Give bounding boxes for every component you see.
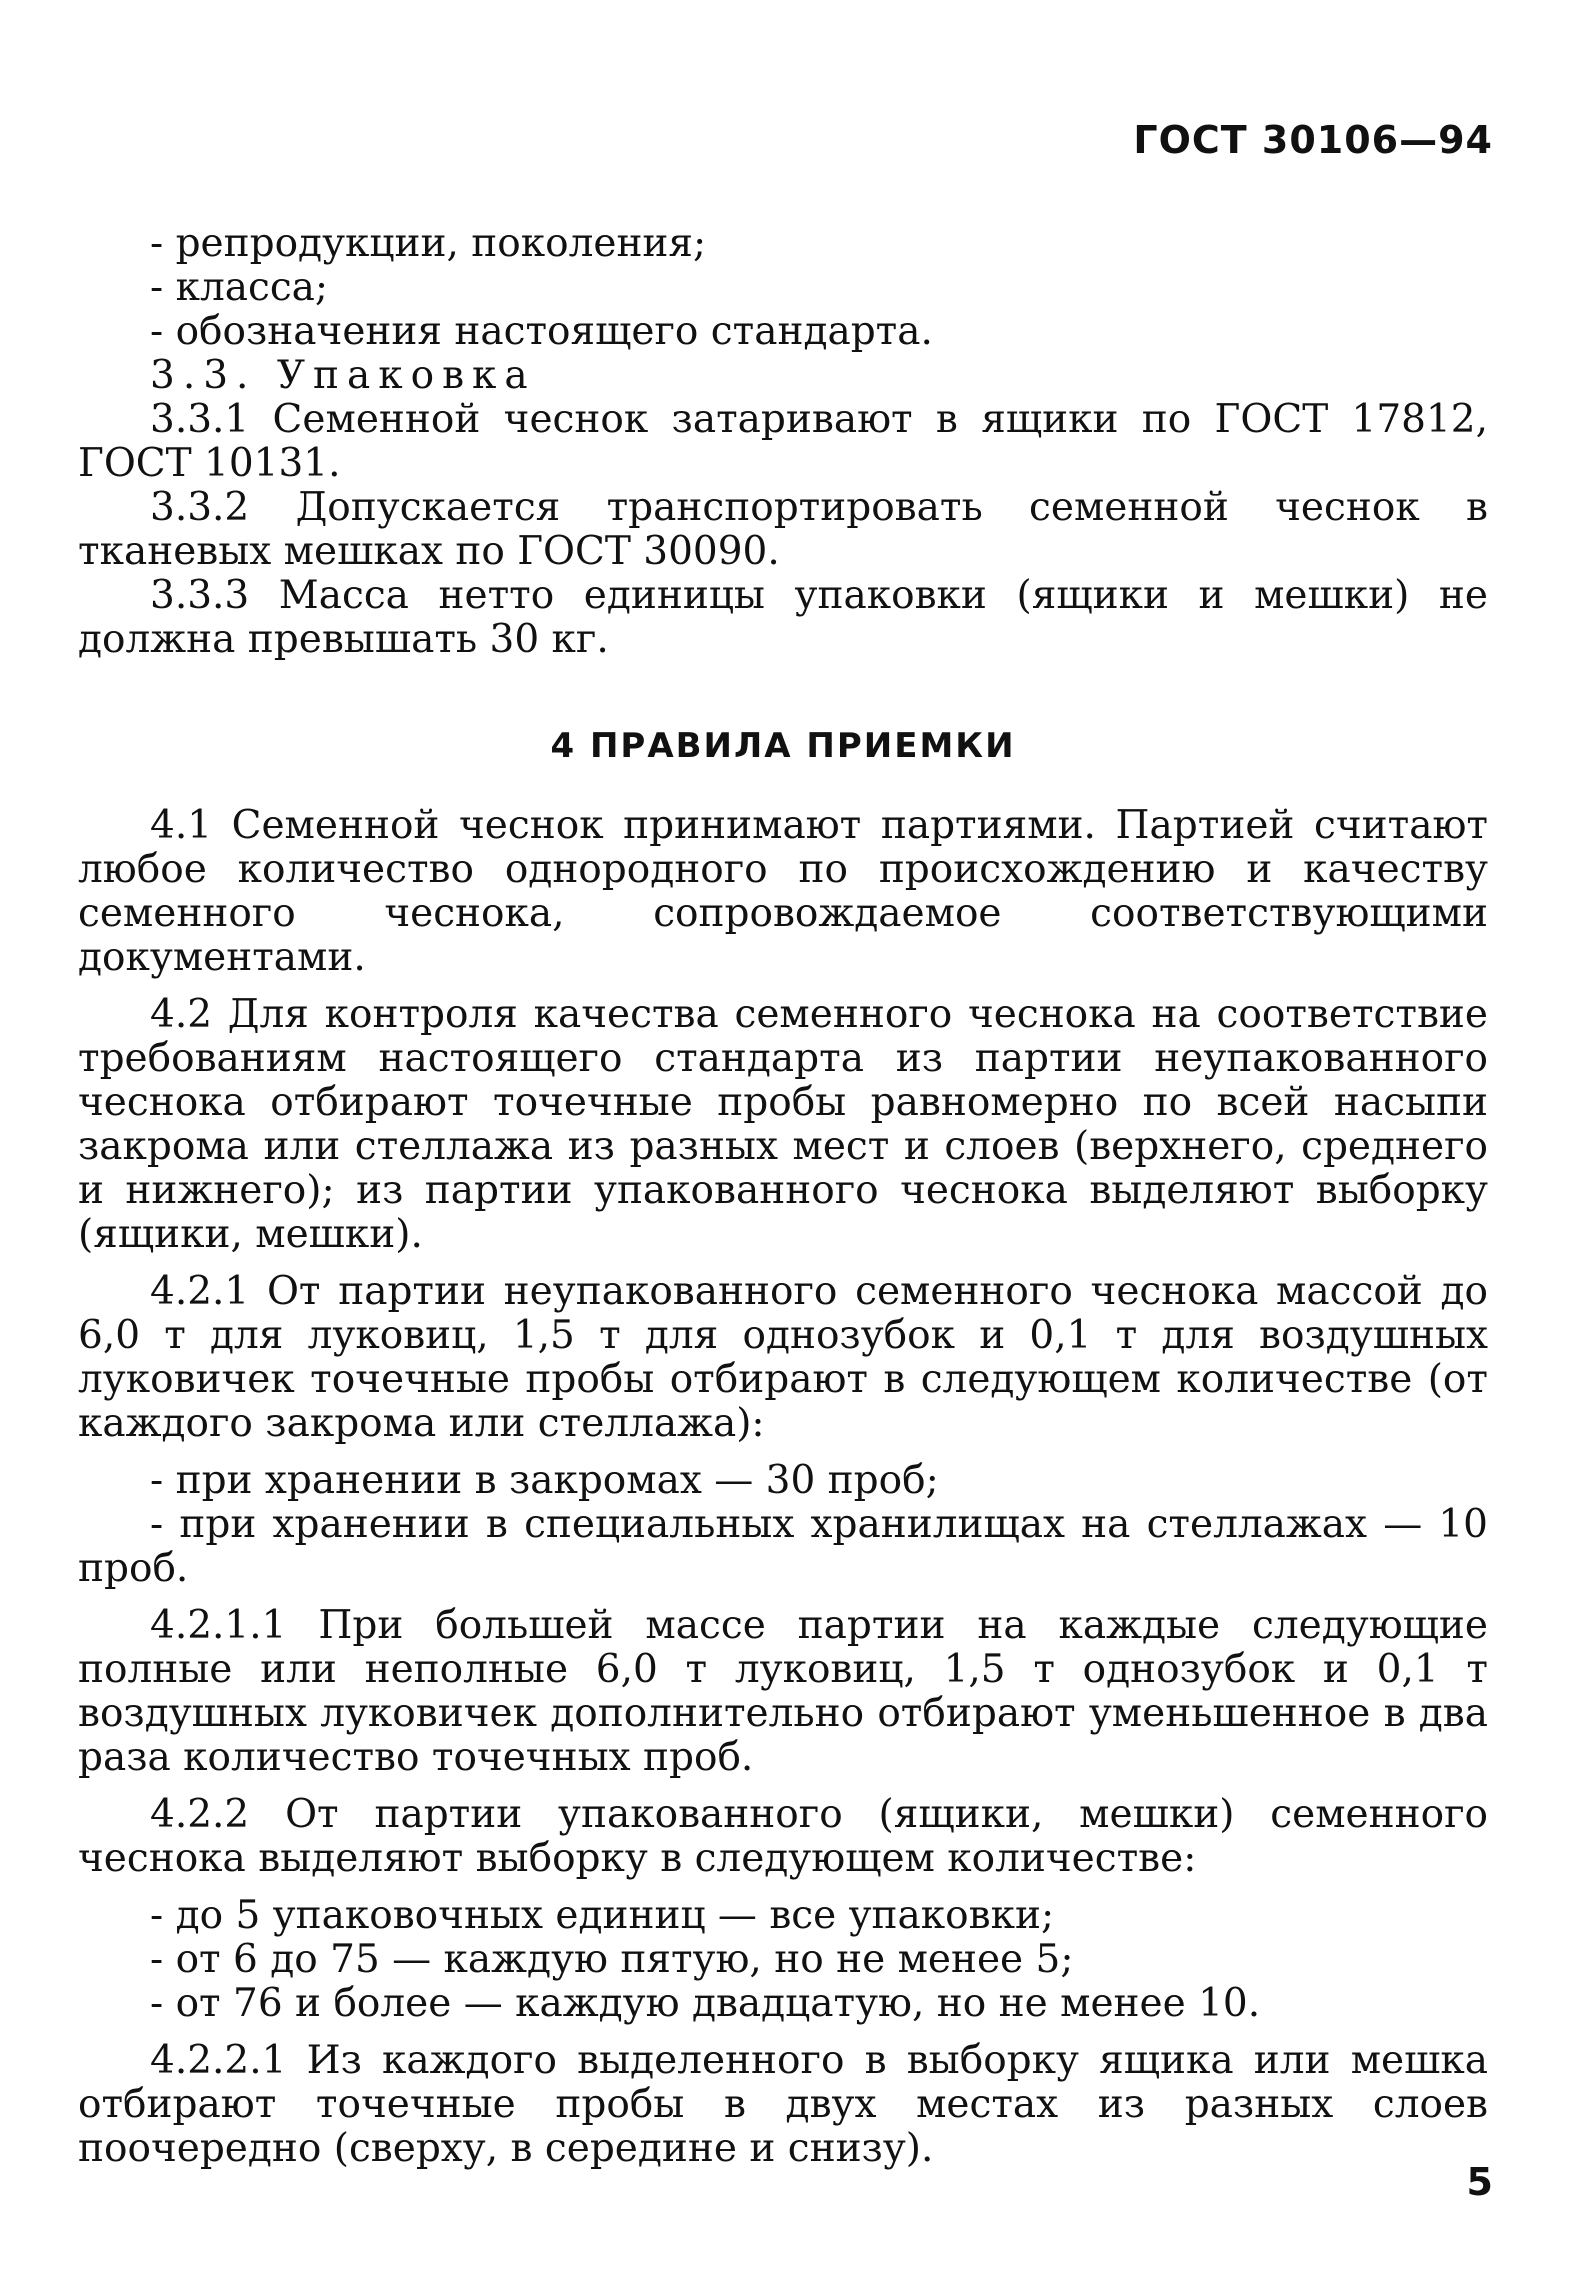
paragraph-4-2-2-1: 4.2.2.1 Из каждого выделенного в выборку ящика или мешка отбирают точечные пробы в двух местах из разных слоев поочередно (сверху, в середине и снизу). <box>78 2038 1488 2171</box>
subsection-heading-packaging: 3.3. Упаковка <box>150 353 536 398</box>
list-item: - репродукции, поколения; <box>150 221 707 266</box>
paragraph-4-2-2: 4.2.2 От партии упакованного (ящики, мешки) семенного чеснока выделяют выборку в следующем количестве: <box>78 1792 1488 1881</box>
paragraph-4-2-1-1: 4.2.1.1 При большей массе партии на каждые следующие полные или неполные 6,0 т луковиц, 1,5 т однозубок и 0,1 т воздушных луковичек дополнительно отбирают уменьшенное в два раза количество точечных проб. <box>78 1603 1488 1780</box>
list-item: - от 6 до 75 — каждую пятую, но не менее 5; <box>150 1937 1074 1982</box>
paragraph-4-2: 4.2 Для контроля качества семенного чеснока на соответствие требованиям настоящего стандарта из партии неупакованного чеснока отбирают точечные пробы равномерно по всей насыпи закрома или стеллажа из разных мест и слоев (верхнего, среднего и нижнего); из партии упакованного чеснока выделяют выборку (ящики, мешки). <box>78 992 1488 1257</box>
paragraph-3-3-3: 3.3.3 Масса нетто единицы упаковки (ящики и мешки) не должна превышать 30 кг. <box>78 573 1488 662</box>
list-item: - от 76 и более — каждую двадцатую, но не менее 10. <box>150 1981 1261 2026</box>
paragraph-4-2-1: 4.2.1 От партии неупакованного семенного чеснока массой до 6,0 т для луковиц, 1,5 т для однозубок и 0,1 т для воздушных луковичек точечные пробы отбирают в следующем количестве (от каждого закрома или стеллажа): <box>78 1269 1488 1446</box>
document-body <box>78 222 1488 2171</box>
page-number: 5 <box>1466 2160 1493 2204</box>
list-item: - при хранении в закромах — 30 проб; <box>150 1458 939 1503</box>
list-item: - до 5 упаковочных единиц — все упаковки; <box>150 1893 1055 1938</box>
standard-header: ГОСТ 30106—94 <box>1133 118 1493 162</box>
list-item: - при хранении в специальных хранилищах на стеллажах — 10 проб. <box>78 1502 1488 1591</box>
paragraph-3-3-2: 3.3.2 Допускается транспортировать семенной чеснок в тканевых мешках по ГОСТ 30090. <box>78 485 1488 574</box>
paragraph-3-3-1: 3.3.1 Семенной чеснок затаривают в ящики по ГОСТ 17812, ГОСТ 10131. <box>78 397 1488 486</box>
section-title: 4 ПРАВИЛА ПРИЕМКИ <box>550 726 1016 766</box>
list-item: - обозначения настоящего стандарта. <box>150 309 933 354</box>
list-item: - класса; <box>150 265 329 310</box>
paragraph-4-1: 4.1 Семенной чеснок принимают партиями. Партией считают любое количество однородного по происхождению и качеству семенного чеснока, сопровождаемое соответствующими документами. <box>78 803 1488 980</box>
